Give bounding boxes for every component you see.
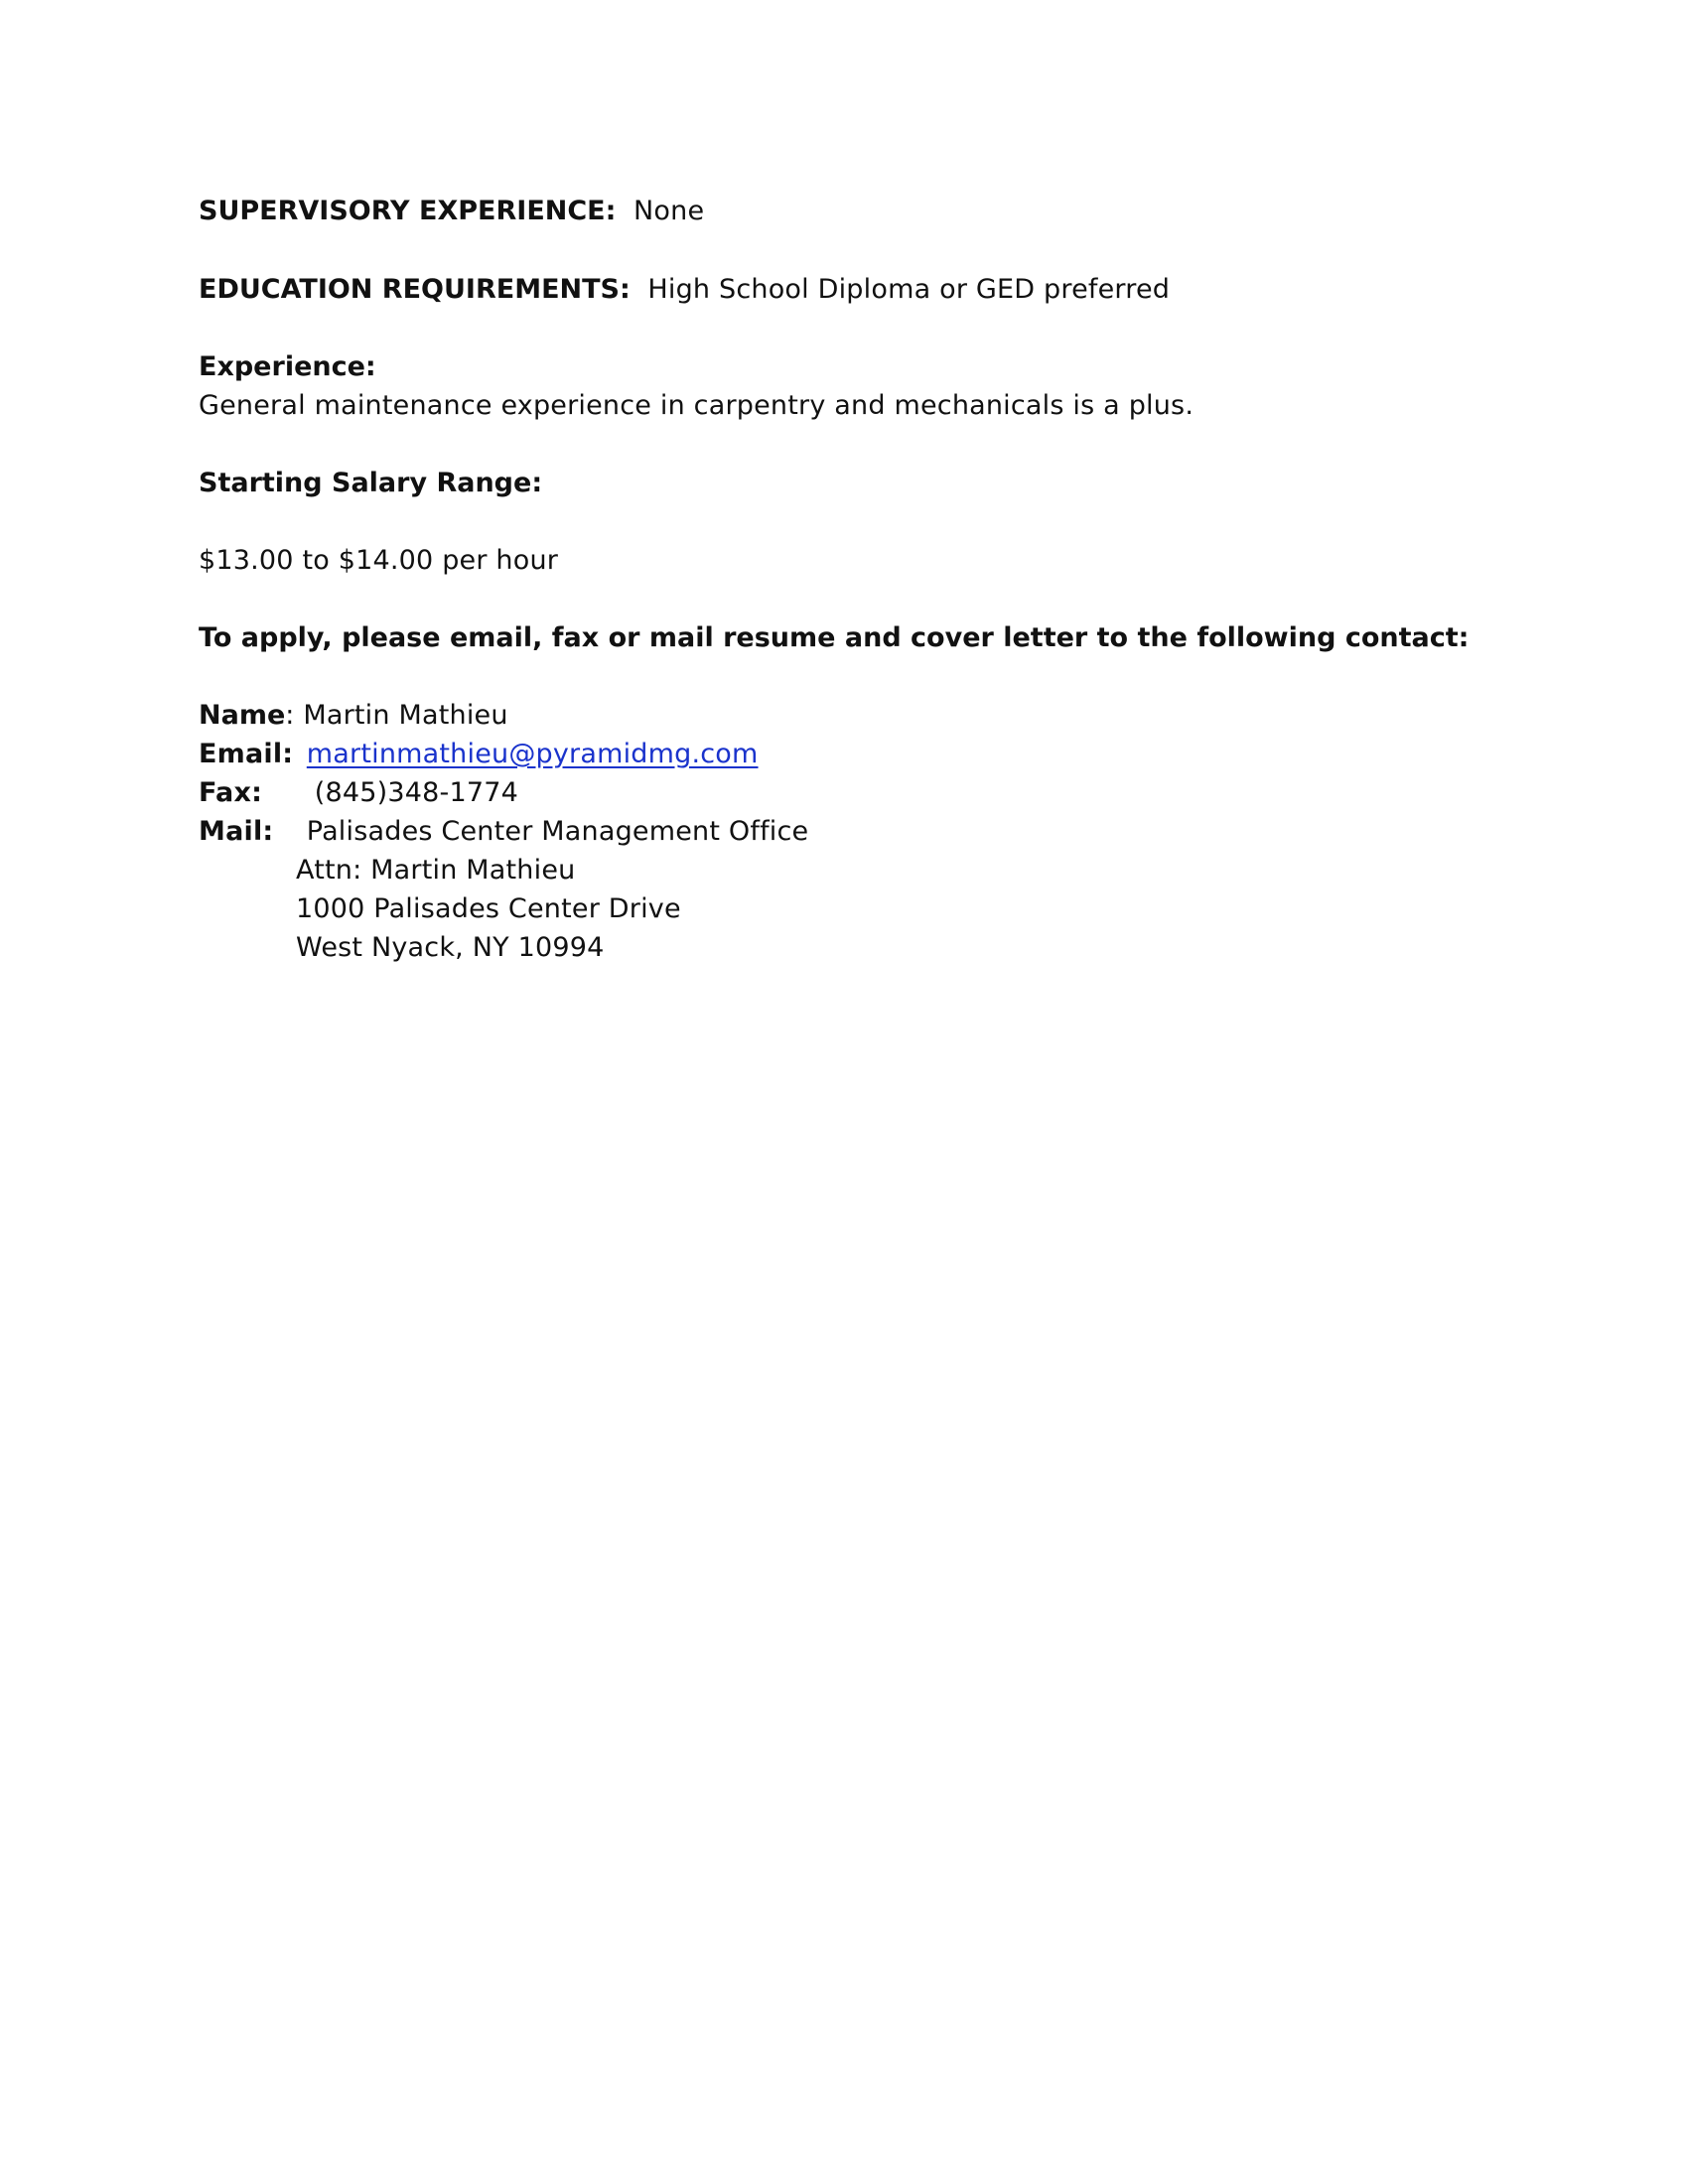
mail-address-line: Palisades Center Management Office — [306, 816, 809, 847]
contact-mail-line — [199, 814, 808, 850]
mail-address-line: Attn: Martin Mathieu — [296, 855, 576, 886]
contact-email-line — [199, 737, 759, 772]
salary-heading: Starting Salary Range: — [199, 468, 543, 498]
supervisory-experience-value: None — [633, 196, 705, 226]
contact-name-label: Name — [199, 700, 286, 731]
experience-text: General maintenance experience in carpentry and mechanicals is a plus. — [199, 390, 1195, 421]
contact-mail-label: Mail: — [199, 816, 274, 847]
contact-fax-value: (845)348-1774 — [314, 777, 518, 808]
education-requirements-label: EDUCATION REQUIREMENTS: — [199, 274, 631, 305]
education-requirements-value: High School Diploma or GED preferred — [647, 274, 1171, 305]
education-requirements-line — [199, 272, 1170, 308]
contact-name-value: Martin Mathieu — [303, 700, 508, 731]
experience-heading: Experience: — [199, 351, 376, 382]
contact-fax-label: Fax: — [199, 777, 263, 808]
supervisory-experience-line — [199, 194, 704, 229]
contact-fax-line — [199, 775, 518, 811]
apply-instructions: To apply, please email, fax or mail resume and cover letter to the following contact: — [199, 622, 1470, 653]
supervisory-experience-label: SUPERVISORY EXPERIENCE: — [199, 196, 617, 226]
contact-name-line: Name: Martin Mathieu — [199, 700, 508, 731]
contact-email-label: Email: — [199, 739, 294, 769]
contact-email-link[interactable]: martinmathieu@pyramidmg.com — [306, 739, 759, 769]
mail-address-line: 1000 Palisades Center Drive — [296, 893, 681, 924]
mail-address-line: West Nyack, NY 10994 — [296, 932, 605, 963]
salary-range-text: $13.00 to $14.00 per hour — [199, 545, 559, 576]
